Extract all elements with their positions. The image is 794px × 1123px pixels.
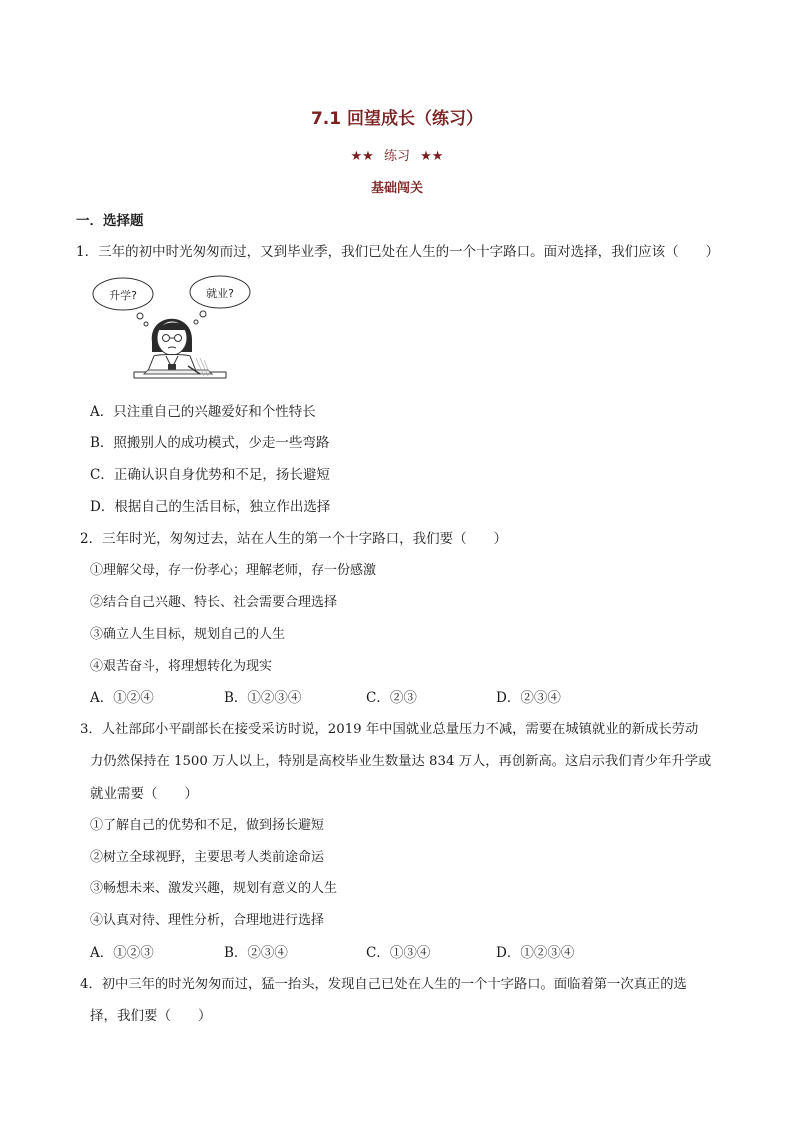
q2-item-2: ②结合自己兴趣、特长、社会需要合理选择 (90, 595, 338, 610)
bubble-left-text: 升学? (109, 289, 137, 302)
q2-choice-a: A．①②④ (90, 690, 154, 706)
q3-stem-line-1: 3．人社部邱小平副部长在接受采访时说，2019 年中国就业总量压力不减，需要在城镇就业的新成长劳动 (80, 722, 699, 737)
q2-stem: 2．三年时光，匆匆过去，站在人生的第一个十字路口，我们要（ ） (80, 531, 508, 547)
level-heading: 基础闯关 (370, 181, 423, 196)
stars-left: ★★ (350, 149, 374, 164)
q1-option-b: B．照搬别人的成功模式，少走一些弯路 (90, 435, 330, 451)
q2-choice-c: C．②③ (366, 690, 417, 706)
q3-stem-line-2: 力仍然保持在 1500 万人以上，特别是高校毕业生数量达 834 万人，再创新高。这启示我们青少年升学或 (90, 754, 712, 769)
q3-choice-a: A．①②③ (90, 945, 154, 961)
q1-option-d: D．根据自己的生活目标，独立作出选择 (90, 499, 331, 515)
q3-item-2: ②树立全球视野，主要思考人类前途命运 (90, 850, 325, 865)
q3-item-4: ④认真对待、理性分析，合理地进行选择 (90, 913, 325, 928)
q3-item-1: ①了解自己的优势和不足，做到扬长避短 (90, 818, 325, 833)
q3-choice-d: D．①②③④ (496, 945, 575, 961)
student-thinking-illustration (88, 272, 258, 384)
q2-item-3: ③确立人生目标，规划自己的人生 (90, 627, 286, 642)
q1-stem: 1．三年的初中时光匆匆而过，又到毕业季，我们已处在人生的一个十字路口。面对选择，我们应该（ ） (76, 244, 720, 260)
section-heading: 一．选择题 (76, 213, 144, 229)
q2-item-1: ①理解父母，存一份孝心；理解老师，存一份感激 (90, 563, 377, 578)
q3-stem-line-3: 就业需要（ ） (90, 786, 198, 802)
q4-stem-line-1: 4．初中三年的时光匆匆而过，猛一抬头，发现自己已处在人生的一个十字路口。面临着第一次真正的选 (80, 977, 687, 992)
subtitle (0, 145, 794, 164)
q3-item-3: ③畅想未来、激发兴趣，规划有意义的人生 (90, 881, 338, 896)
q2-choice-d: D．②③④ (496, 690, 561, 706)
q4-stem-line-2: 择，我们要（ ） (90, 1008, 212, 1024)
stars-right: ★★ (420, 149, 444, 164)
bubble-right-text: 就业? (206, 287, 234, 300)
q3-choice-c: C．①③④ (366, 945, 431, 961)
q1-option-c: C．正确认识自身优势和不足，扬长避短 (90, 467, 330, 483)
subtitle-text: 练习 (383, 149, 410, 164)
q1-option-a: A．只注重自己的兴趣爱好和个性特长 (90, 404, 316, 420)
q3-choice-b: B．②③④ (224, 945, 288, 961)
page-title: 7.1 回望成长（练习） (310, 109, 484, 129)
q2-choice-b: B．①②③④ (224, 690, 302, 706)
q2-item-4: ④艰苦奋斗，将理想转化为现实 (90, 659, 273, 674)
